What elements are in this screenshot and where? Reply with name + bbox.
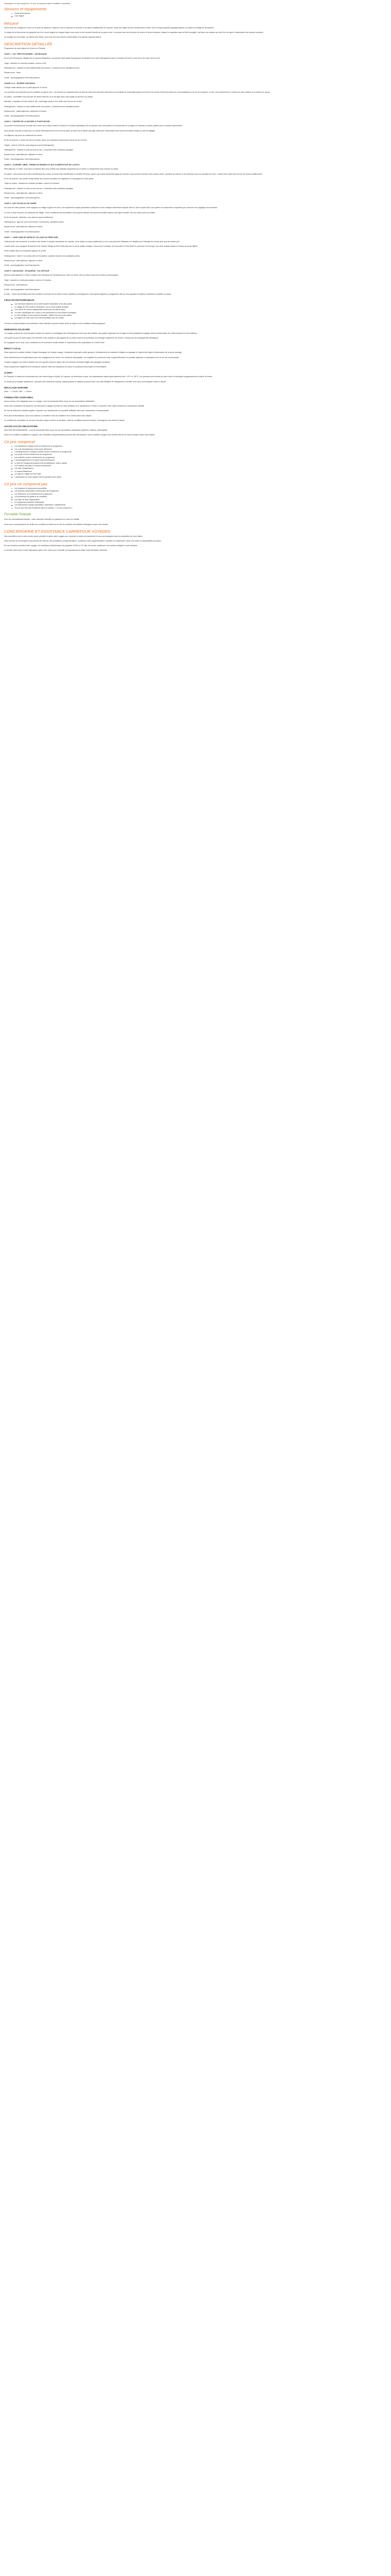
formalites-paragraph: En cas de traitement médical régulier, emportez vos médicaments en quantité suffisante ainsi que l'ordonnance correspondante. [4, 410, 109, 412]
resume-paragraph: Le plaisir de la découverte est garantie lors d'un circuit original où chaque étape vous ouvre à une nouvelle facette de ce grand nord : rencontre avec les éleveurs de rennes et leurs traîneaux, balade en raquettes dans la forêt enneigée, nuit dans une cabane au bord d'un lac gelé et observation des aurores boréales. [4, 31, 264, 34]
prix-exclus-item: Les activités optionnelles mentionnées au programme [14, 490, 387, 493]
prix-inclus-item: Les activités comme mentionnées au programme [14, 456, 387, 459]
detail-heading: DESCRIPTION DÉTAILLÉE [4, 42, 53, 47]
day-paragraph: À noter : l'ordre des activités peut être modifié en fonction de la météo et des conditions d'enneigement. Votre guide adaptera le programme afin de vous garantir la meilleure expérience possible sur place. [4, 293, 172, 296]
day-paragraph: Guide : accompagnateur local francophone [4, 158, 40, 161]
impact-heading: IMPACT LOCAL [4, 347, 21, 350]
services-heading: Services et équipements [4, 7, 47, 11]
day-paragraph: Cette journée est consacrée à la culture des Samis, le peuple autochtone de Laponie. Vous visitez un camp traditionnel où l'on vous présente l'artisanat, les traditions de l'élevage de rennes ainsi que les chants joïk. [4, 240, 180, 243]
day-paragraph: Repas inclus : petit-déjeuner [4, 283, 28, 286]
prix-inclus-item: Les repas comme mentionnés au programme [14, 453, 387, 456]
decalage-heading: DÉCALAGE HORAIRE [4, 386, 28, 389]
lieu-item: Le ciel nordique et ses aurores boréales, visibles lors des nuits claires [14, 314, 387, 317]
dimension-body [4, 332, 387, 345]
prix-inclus-item: L'accompagnement d'un guide local francophone [14, 459, 387, 462]
day-paragraph: Dîner d'adieu dans un restaurant typique de la ville. [4, 250, 46, 252]
day-title: JOURS 2 à 3 : RIVIÈRE KARJAKKO [4, 82, 36, 84]
prix-inclus-item: L'hébergement en chambre double comme mentionné au programme [14, 451, 387, 453]
day-paragraph: Hébergement : hôtel 3* en centre-ville de Rovaniemi, chambre double avec sanitaires privés [4, 255, 80, 257]
day-paragraph: Trajets : environ 1h30 de route jusqu'au nouvel hébergement [4, 144, 54, 146]
prix-inclus-item: Le prêt de l'équipement grand froid (combinaison, bottes, gants) [14, 462, 387, 465]
page [0, 0, 391, 552]
day-paragraph: Trajet : transfert en véhicule privatisé, environ 1h00 [4, 62, 46, 64]
vaccin-paragraph: Selon les conditions sanitaires en vigueur, des formalités complémentaires peuvent être demandées. Votre conseiller voyage vous tiendra informé de toute évolution avant votre départ. [4, 434, 155, 436]
lieux-heading: LIEUX INCONTOURNABLES [4, 299, 35, 302]
day-paragraph: Hébergement : cabane en bois au bord du lac, 2 chambres avec sanitaires partagés [4, 148, 73, 151]
day-paragraph: Repas inclus : dîner [4, 72, 21, 74]
day-paragraph: Après le petit-déjeuner à l'hôtel, transfert vers l'aéroport de Rovaniemi pour votre vol retour vers la France selon les horaires communiqués. [4, 274, 119, 277]
day-paragraph: Hébergement : igloo de verre tout confort, 2 personnes, sanitaires privés [4, 221, 64, 224]
impact-paragraph: Notre approche consiste à limiter l'impact écologique de chaque voyage : transports regroupés, petits groupes, hébergements de caractère intégrés au paysage et respect des règles d'observation de la faune sauvage. [4, 351, 183, 354]
day-paragraph: Vous prenez ensuite la route pour un nouvel hébergement au bord d'un lac gelé, au cœur de la nature sauvage, idéal pour l'observation des aurores boréales lorsque le ciel est dégagé. [4, 129, 156, 132]
day-paragraph: En fin de journée, une soirée d'observation des aurores boréales est organisée en compagnie de votre guide. [4, 178, 94, 180]
lieu-item: Une ferme de rennes traditionnelle tenue par une famille sami [14, 309, 387, 311]
lieu-item: Les igloos de verre pour une nuit inoubliable sous les étoiles [14, 317, 387, 319]
day-paragraph: Guide : accompagnateur local francophone [4, 230, 40, 233]
assistance-paragraph: Notre service de conciergerie vous permet de réserver des prestations complémentaires : transferts, nuits supplémentaires, activités ou restaurants, selon vos envies et disponibilités sur place. [4, 539, 162, 542]
services-list [4, 12, 387, 18]
day-paragraph: En option : possibilité d'une journée de pêche blanche sur le lac gelé avec votre guide (à réserver sur place). [4, 96, 93, 98]
day-paragraph: Un déjeuner est prévu au restaurant du centre. [4, 134, 43, 137]
day-paragraph: Petit-déjeuner à l'hôtel. Vous avez la matinée libre pour profiter des activités proposées par le centre ou simplement vous reposer au calme. [4, 168, 119, 171]
prix-exclus-item: Les frais de visa si applicables [14, 499, 387, 501]
prix-exclus-item: Les pourboires au guide et au chauffeur [14, 496, 387, 498]
day-paragraph: Hébergement : cabane en bois au bord du lac, 2 chambres avec sanitaires partagés [4, 187, 73, 190]
assistance-paragraph: En cas d'imprévu pendant votre voyage, une assistance téléphonique est joignable 24h/24 et 7j/7 afin de trouver rapidement une solution adaptée à votre situation. [4, 545, 138, 547]
day-paragraph: Trajet : transfert en véhicule privatisé, environ 20 minutes [4, 279, 52, 281]
prix-exclus-item: Le supplément chambre individuelle [14, 501, 387, 504]
formalites-paragraph: Le certificat de vaccination ou de test n'est plus exigé à l'entrée du territoire, mais les conditions peuvent évoluer. Renseignez-vous avant le départ. [4, 419, 125, 421]
climat-paragraph: En Finlande, le climat est continental avec des hivers longs et froids. En Laponie, de décembre à mars, les températures varient généralement entre -10°C et -30°C. Les journées sont courtes en plein hiver et s'allongent progressivement à partir de février. [4, 376, 213, 378]
consulaires-heading: Formalité Finlande [4, 513, 31, 517]
impact-body [4, 351, 387, 368]
day-paragraph: Repas inclus : petits-déjeuners, déjeuners et dîners [4, 110, 46, 113]
day-title: JOUR 5 : JOURNÉE LIBRE - FERME DE RENNES ET NUIT D'AMÉTHYSTE DE LUOSTO [4, 164, 80, 166]
day-paragraph: En fin de journée, le dîner est servi au chalet, dans une ambiance chaleureuse autour du feu de bois. [4, 139, 87, 142]
lieux-list [4, 303, 387, 319]
prix-inclus-item: La visite du village du Père Noël [14, 473, 387, 476]
assistance-paragraph: Le service client reste à votre disposition après votre retour pour recueillir vos impressions et traiter toute demande éventuelle. [4, 549, 108, 552]
consulaires-paragraph: Nous vous recommandons de vérifier les conditions d'entrée sur le site du ministère des Affaires étrangères avant votre départ. [4, 523, 108, 526]
day-paragraph: Guide : accompagnateur local francophone [4, 264, 40, 267]
formalites-heading: FORMALITÉS SANITAIRES [4, 396, 34, 399]
prix-inclus-item: Les entrées des sites et musées mentionnés [14, 465, 387, 467]
service-item: Guide francophone [14, 12, 387, 15]
day-paragraph: Repas inclus : petit-déjeuner, déjeuner et dîner [4, 192, 43, 194]
day-paragraph: Au cours de cette journée, vous rejoignez un village d'igloos de verre, une expérience unique permettant d'observer le ciel nordique directement depuis votre lit. Dans l'après-midi, vous partez en randonnée à raquettes pour découvrir les paysages environnants. [4, 207, 218, 209]
impact-paragraph: Nous compensons également les émissions carbone liées aux transports sur place en soutenant des projets de reforestation. [4, 366, 107, 368]
breadcrumb: Description Ce prix comprend / Ce prix ne comprend pas Formalités Consulaires [4, 3, 71, 5]
day-title: JOUR 8 : SAVUKOSKI - ROVANIEMI - VOL RETOUR [4, 270, 50, 273]
day-paragraph: Guide : accompagnateur local francophone [4, 115, 40, 117]
vaccin-body [4, 429, 387, 436]
prix-inclus-item: L'assistance de notre équipe 24h/24 pendant votre séjour [14, 476, 387, 479]
prix-exclus-item: Les boissons et dépenses personnelles [14, 487, 387, 490]
resume-paragraph: Un voyage hors du temps, au rythme des Samis, pour tous ceux qui rêvent d'authenticité et de grands espaces blancs. [4, 36, 102, 39]
assistance-heading: CONCIERGERIE ET ASSISTANCE CARREFOUR VOYAGES [4, 529, 110, 534]
prix-exclus-list [4, 487, 387, 510]
day-paragraph: Hébergement : cabane en bois traditionnelle tout confort, 2 chambres avec sanitaires privés [4, 105, 79, 108]
day-paragraph: Guide : accompagnateur local francophone [4, 197, 40, 199]
day-list [4, 53, 387, 296]
decalage-text: Hiver : + 1 heure / Été : + 1 heure [4, 390, 32, 393]
day-paragraph: Chaque matin débute par un petit-déjeuner à l'heure. [4, 86, 48, 89]
prix-exclus-heading: Ce prix ne comprend pas [4, 481, 47, 486]
day-paragraph: L'après-midi, vous rejoignez Rovaniemi et le célèbre Village du Père Noël situé sur le cercle polaire arctique. Vous aurez l'occasion de rencontrer le Père Noël en personne et d'envoyer une carte postale depuis le bureau de poste officiel. [4, 245, 198, 248]
dimension-heading: DIMENSION SOLIDAIRE [4, 328, 30, 331]
formalites-paragraph: Nous vous conseillons de souscrire une assurance voyage couvrant les frais médicaux et le rapatriement. Pensez à emporter votre carte européenne d'assurance maladie. [4, 404, 145, 407]
impact-paragraph: Chaque voyageur est invité à adopter les bons gestes durant le séjour afin de préserver la beauté fragile des paysages arctiques. [4, 361, 110, 364]
prix-inclus-item: Le sauna traditionnel [14, 470, 387, 473]
resume-heading: Résumé [4, 21, 19, 26]
day-paragraph: Le soir, le dîner est servi au restaurant du village. Si les conditions sont favorables, vous pourrez admirer les aurores boréales depuis votre igloo chauffé, bien au chaud sous les étoiles. [4, 211, 156, 214]
day-paragraph: Repas inclus : petit-déjeuner, déjeuner et dîner [4, 259, 43, 262]
lieu-item: Les étendues blanches de la forêt boréale finlandaise et les lacs gelés [14, 303, 387, 306]
assistance-body [4, 535, 387, 552]
formalites-paragraph: Pour plus d'informations, nous vous invitons à consulter le site du ministère de la Santé avant votre départ. [4, 414, 92, 417]
prix-inclus-item: Les transferts et trajets comme mentionnés au programme [14, 445, 387, 448]
resume-paragraph: Venez avec les voyageurs à vivre un tel petit de rafraîchir, explorez nous à respecter la marche et la culture traditionnelle du Laponie, dans une région encore excellemment rurale, tout au long de grands paysages glacés, au départ du village de Rovaniemi. [4, 26, 214, 29]
vaccin-paragraph: VACCINS RECOMMANDÉS : il est recommandé d'être à jour de vos vaccinations habituelles (diphtérie, tétanos, poliomyélite). [4, 429, 108, 431]
prix-inclus-list [4, 445, 387, 479]
assistance-paragraph: Nos conseillers sont à votre écoute avant, pendant et après votre voyage pour répondre à toutes vos questions et vous accompagner dans la préparation de votre séjour. [4, 535, 143, 537]
climat-paragraph: Le temps peut changer rapidement : prévoyez des vêtements chauds, superposables et adaptés au grand froid. Une liste détaillée de l'équipement conseillé vous sera communiquée avant le départ. [4, 380, 167, 383]
day-paragraph: Guide : accompagnateur local francophone [4, 76, 40, 79]
climat-heading: CLIMAT [4, 371, 13, 375]
lieux-note: Ces lieux incontournables sont présentés à titre indicatif et peuvent varier selon la saison et les conditions météorologiques. [4, 322, 106, 325]
prix-inclus-item: Les frais d'organisation [14, 467, 387, 470]
day-paragraph: Activités : raquettes en forêt (environ 3h), motoneige (environ 2h), visite d'une ferme de rennes [4, 100, 82, 103]
lieu-item: La mine d'améthyste de Luosto et son panorama sur les collines enneigées [14, 312, 387, 314]
consulaires-paragraph: Pour les ressortissants français : carte nationale d'identité ou passeport en cours de validité. [4, 518, 80, 521]
day-title: JOUR 7 : CAMP SAMI DE SÂPMI ET VILLAGE DU PÈRE NOËL [4, 236, 59, 239]
prix-exclus-item: Les assurances voyage (annulation, assistance, rapatriement) [14, 504, 387, 506]
program-intro: Programme de votre séjour de 8 jours en Finlande [4, 47, 46, 50]
prix-inclus-item: Les vols internationaux et les taxes aériennes [14, 448, 387, 451]
service-item: Cure légère [14, 15, 387, 18]
day-title: JOUR 4 : CENTRE DE LA NATURE À PYHÄTUNTURI [4, 121, 50, 123]
prix-inclus-heading: Ce prix comprend [4, 439, 35, 445]
day-paragraph: Repas inclus : petit-déjeuner, déjeuner et dîner [4, 154, 43, 156]
day-paragraph: Trajet en option : transfert en véhicule privatisé, environ 30 minutes [4, 182, 59, 185]
resume-body [4, 27, 387, 39]
consulaires-body [4, 518, 387, 526]
prix-exclus-item: Les déjeuners non mentionnés au programme [14, 493, 387, 496]
lieu-item: Le village du Père Noël à Rovaniemi, sur le cercle polaire arctique [14, 306, 387, 309]
vaccin-heading: AUCUN VACCIN OBLIGATOIRE [4, 425, 38, 428]
dimension-paragraph: Une partie du prix de votre séjour est reversée à des projets de sauvegarde de la culture sami et de protection de l'élevage traditionnel de rennes, menacé par les changements climatiques. [4, 337, 159, 340]
climat-body [4, 376, 387, 383]
day-paragraph: En fin de journée, détendez-vous dans le sauna traditionnel. [4, 216, 54, 218]
day-paragraph: Guide : accompagnateur local francophone [4, 289, 40, 291]
impact-paragraph: Nous sélectionnons nos partenaires pour leur engagement en faveur d'un tourisme responsable : ils emploient du personnel local, s'approvisionnent en produits régionaux et participent à la vie de leur communauté. [4, 356, 180, 359]
day-paragraph: Envol vers Rovaniemi, capitale de la Laponie finlandaise. Accueil par votre guide francophone et transfert vers votre hébergement situé en bordure de forêt, à une heure de route vers le nord. [4, 57, 160, 60]
day-title: JOUR 6 : NUIT EN IGLOO DE VERRE [4, 202, 37, 205]
day-paragraph: Repas inclus : petit-déjeuner, déjeuner et dîner [4, 226, 43, 228]
day-paragraph: La journée commence par la visite d'un centre de la nature dédié à la faune et à la flore spécifiques de la Laponie, puis vous partez à la découverte de la région en traîneau à chiens, guidés par un musher expérimenté. [4, 125, 183, 127]
dimension-paragraph: En voyageant avec nous, vous contribuez à une économie locale durable et respectueuse des populations du Grand Nord. [4, 342, 105, 344]
prix-exclus-item: Tout ce qui n'est pas mentionné dans la rubrique « Ce prix comprend » [14, 507, 387, 510]
dimension-paragraph: Ce voyage soutient les communautés locales de Laponie en privilégiant des hébergements tenus par des familles, des guides originaires de la région et des prestataires engagés dans la préservation de l'environnement et des traditions. [4, 332, 198, 334]
day-paragraph: En option : découverte de la mine d'améthyste de Luosto, la seule mine d'améthyste en activité d'Europe. Après une courte randonnée jusqu'au sommet, vous pourrez chercher votre propre pierre, symbole de chance et de protection pour les peuples du Nord. L'après-midi, visite d'une ferme de rennes traditionnelle. [4, 173, 263, 175]
formalites-paragraph: Aucun vaccin n'est obligatoire pour ce voyage. Il est recommandé d'être à jour de vos vaccinations habituelles. [4, 400, 95, 402]
day-paragraph: Les journées sont rythmées par les activités du grand nord : une journée en raquettes dans la forêt au cœur des étendues blanches et une balade en motoneige jusqu'à une ferme de rennes d'éleveurs samis où vous participerez à la vie du troupeau. Le soir, vous retrouverez le confort de votre cabane et la chaleur du sauna. [4, 91, 270, 93]
formalites-body [4, 400, 387, 422]
day-paragraph: Hébergement : cabane en bois traditionnelle tout confort, 2 chambres avec sanitaires privés [4, 67, 79, 69]
day-title: JOUR 1 : VOL VERS ROVANIEMI – ARVIDSJAUR [4, 53, 47, 56]
